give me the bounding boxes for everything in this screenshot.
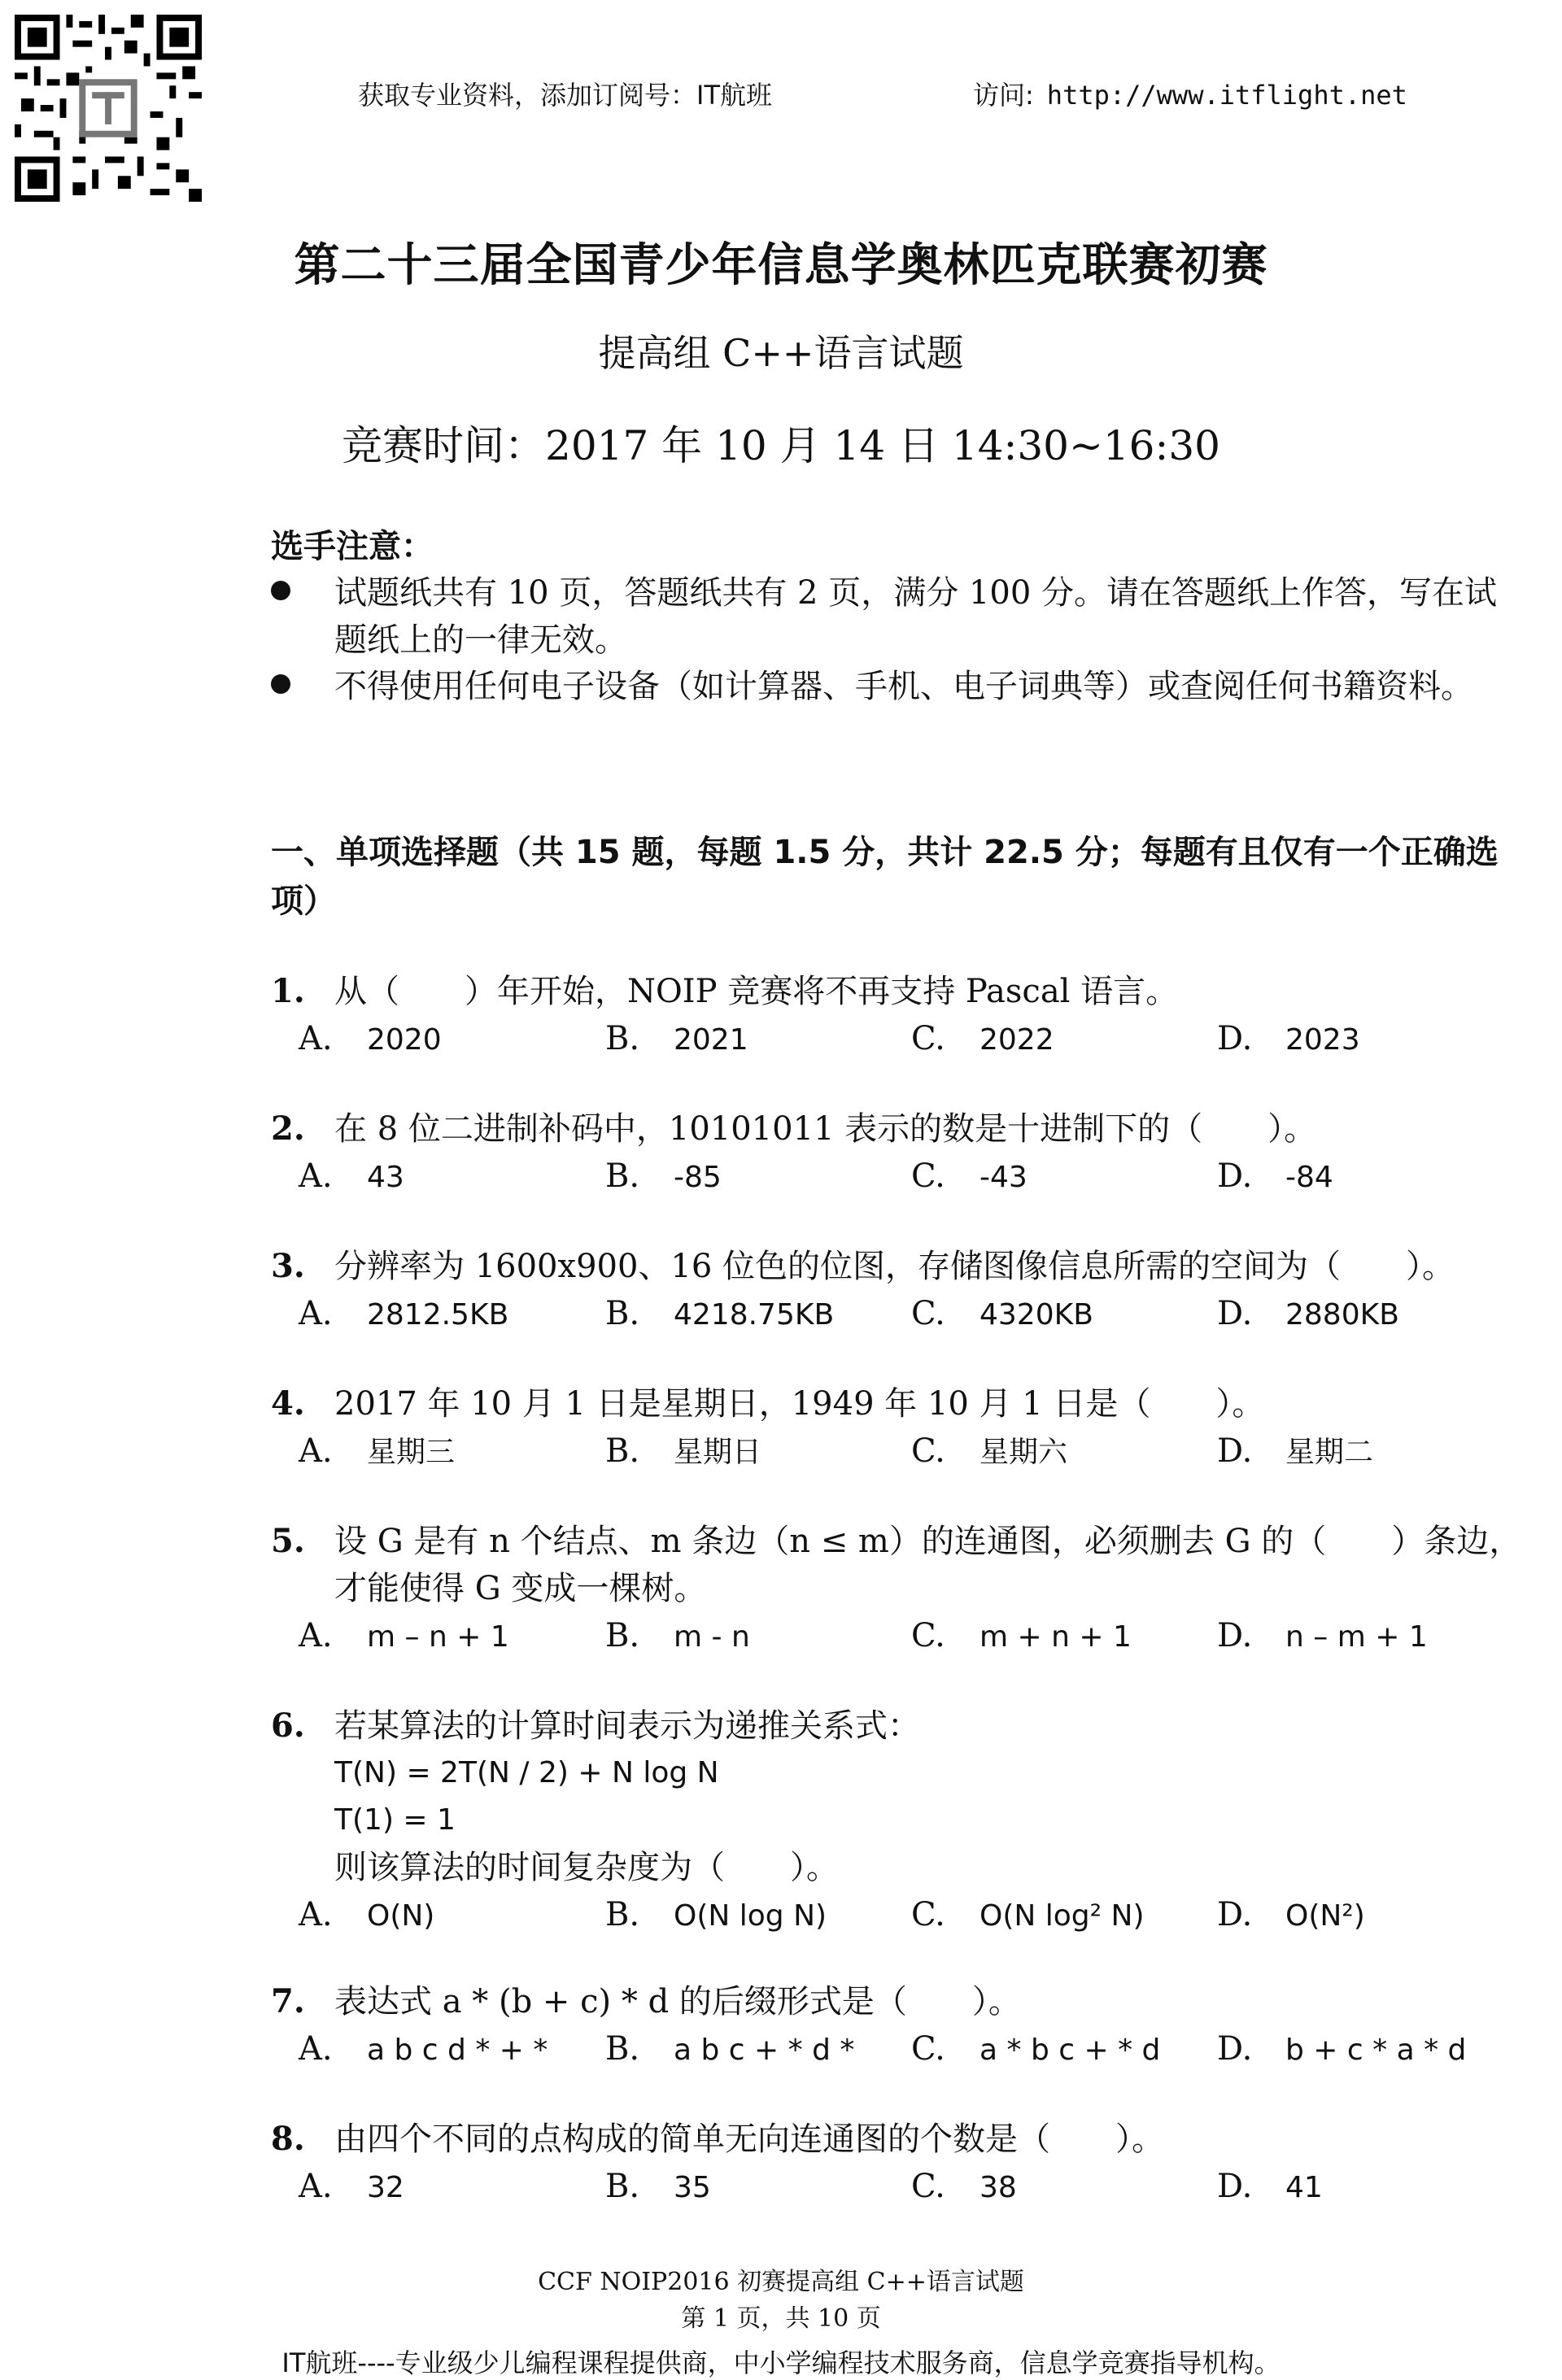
bullet-icon	[271, 581, 290, 600]
option-row	[299, 1428, 1540, 1475]
question-number: 2.	[271, 1109, 305, 1148]
option-d[interactable]: D. 2880KB	[1217, 1295, 1399, 1332]
option-a[interactable]: A. m – n + 1	[299, 1617, 509, 1654]
option-b[interactable]: B. a b c + * d *	[605, 2030, 855, 2068]
option-a[interactable]: A. a b c d * + *	[299, 2030, 548, 2068]
notice-item	[271, 569, 1524, 664]
option-b[interactable]: B. 2021	[605, 1020, 748, 1057]
option-b[interactable]: B. m - n	[605, 1617, 750, 1654]
option-row	[299, 1891, 1540, 1938]
notice-item	[271, 663, 1524, 710]
question-stem: 设 G 是有 n 个结点、m 条边（n ≤ m）的连通图，必须删去 G 的（ ）条边，才能使得 G 变成一棵树。	[334, 1523, 1522, 1607]
question	[271, 1978, 1540, 2073]
exam-subtitle: 提高组 C++语言试题	[598, 331, 964, 375]
option-c[interactable]: C. 4320KB	[911, 1295, 1093, 1332]
question-stem-continued: 则该算法的时间复杂度为（ ）。	[334, 1849, 839, 1886]
option-b[interactable]: B. 4218.75KB	[605, 1295, 835, 1332]
option-a[interactable]: A. 2812.5KB	[299, 1295, 509, 1332]
question-number: 3.	[271, 1247, 305, 1285]
option-a[interactable]: A. 星期三	[299, 1432, 456, 1470]
option-d[interactable]: D. -84	[1217, 1157, 1333, 1195]
notice-text: 不得使用任何电子设备（如计算器、手机、电子词典等）或查阅任何书籍资料。	[334, 668, 1473, 705]
question-number: 6.	[271, 1707, 305, 1745]
option-c[interactable]: C. m + n + 1	[911, 1617, 1132, 1654]
bullet-icon	[271, 674, 290, 694]
option-d[interactable]: D. O(N²)	[1217, 1896, 1365, 1933]
question	[271, 1105, 1540, 1200]
option-c[interactable]: C. a * b c + * d	[911, 2030, 1161, 2068]
option-d[interactable]: D. 41	[1217, 2168, 1323, 2205]
header-visit	[973, 75, 1407, 112]
option-c[interactable]: C. O(N log² N)	[911, 1896, 1145, 1933]
question	[271, 1518, 1540, 1659]
question	[271, 1243, 1540, 1337]
footer-ad-text: IT航班----专业级少儿编程课程提供商，中小学编程技术服务商，信息学竞赛指导机构。	[281, 2347, 1281, 2378]
header-subscribe-text: 获取专业资料，添加订阅号：IT航班	[358, 80, 772, 111]
option-c[interactable]: C. -43	[911, 1157, 1028, 1195]
question-number: 4.	[271, 1384, 305, 1423]
visit-label: 访问:	[973, 80, 1034, 111]
option-d[interactable]: D. b + c * a * d	[1217, 2030, 1467, 2068]
question-number: 8.	[271, 2120, 305, 2158]
exam-title: 第二十三届全国青少年信息学奥林匹克联赛初赛	[294, 239, 1268, 292]
option-row	[299, 1153, 1540, 1200]
option-a[interactable]: A. 2020	[299, 1020, 442, 1057]
question	[271, 1380, 1540, 1475]
qr-code-icon	[15, 15, 202, 202]
question-number: 1.	[271, 972, 305, 1010]
question-stem: 2017 年 10 月 1 日是星期日，1949 年 10 月 1 日是（ ）。	[334, 1385, 1265, 1423]
option-c[interactable]: C. 2022	[911, 1020, 1054, 1057]
question-stem: 由四个不同的点构成的简单无向连通图的个数是（ ）。	[334, 2121, 1164, 2158]
option-row	[299, 1612, 1540, 1659]
option-row	[299, 2025, 1540, 2073]
site-url-link[interactable]: http://www.itflight.net	[1046, 80, 1407, 111]
option-d[interactable]: D. 星期二	[1217, 1432, 1374, 1470]
question	[271, 2116, 1540, 2210]
option-b[interactable]: B. 35	[605, 2168, 711, 2205]
formula-line: T(N) = 2T(N / 2) + N log N	[334, 1756, 719, 1789]
exam-time: 竞赛时间：2017 年 10 月 14 日 14:30~16:30	[342, 422, 1220, 469]
formula-line: T(1) = 1	[334, 1803, 456, 1837]
notice-text: 试题纸共有 10 页，答题纸共有 2 页，满分 100 分。请在答题纸上作答，写在试题纸上的一律无效。	[334, 574, 1497, 659]
option-d[interactable]: D. 2023	[1217, 1020, 1360, 1057]
option-row	[299, 2163, 1540, 2210]
option-row	[299, 1290, 1540, 1337]
option-row	[299, 1015, 1540, 1062]
option-b[interactable]: B. O(N log N)	[605, 1896, 827, 1933]
question-stem: 若某算法的计算时间表示为递推关系式：	[334, 1707, 920, 1745]
option-d[interactable]: D. n – m + 1	[1217, 1617, 1428, 1654]
option-a[interactable]: A. O(N)	[299, 1896, 435, 1933]
option-a[interactable]: A. 32	[299, 2168, 404, 2205]
question	[271, 968, 1540, 1062]
question-stem: 分辨率为 1600x900、16 位色的位图，存储图像信息所需的空间为（ ）。	[334, 1248, 1455, 1285]
section-heading: 一、单项选择题（共 15 题，每题 1.5 分，共计 22.5 分；每题有且仅有一个正确选项）	[271, 834, 1499, 920]
footer-page-number: 第 1 页，共 10 页	[681, 2304, 881, 2333]
option-c[interactable]: C. 星期六	[911, 1432, 1068, 1470]
option-b[interactable]: B. -85	[605, 1157, 722, 1195]
option-b[interactable]: B. 星期日	[605, 1432, 762, 1470]
question	[271, 1702, 1540, 1938]
footer-exam-name: CCF NOIP2016 初赛提高组 C++语言试题	[538, 2268, 1024, 2296]
question-number: 7.	[271, 1982, 305, 2020]
question-number: 5.	[271, 1522, 305, 1560]
question-stem: 从（ ）年开始，NOIP 竞赛将不再支持 Pascal 语言。	[334, 973, 1179, 1010]
option-c[interactable]: C. 38	[911, 2168, 1017, 2205]
question-stem: 表达式 a * (b + c) * d 的后缀形式是（ ）。	[334, 1983, 1021, 2020]
question-stem: 在 8 位二进制补码中，10101011 表示的数是十进制下的（ ）。	[334, 1110, 1317, 1148]
option-a[interactable]: A. 43	[299, 1157, 404, 1195]
notice-heading: 选手注意：	[271, 528, 434, 565]
